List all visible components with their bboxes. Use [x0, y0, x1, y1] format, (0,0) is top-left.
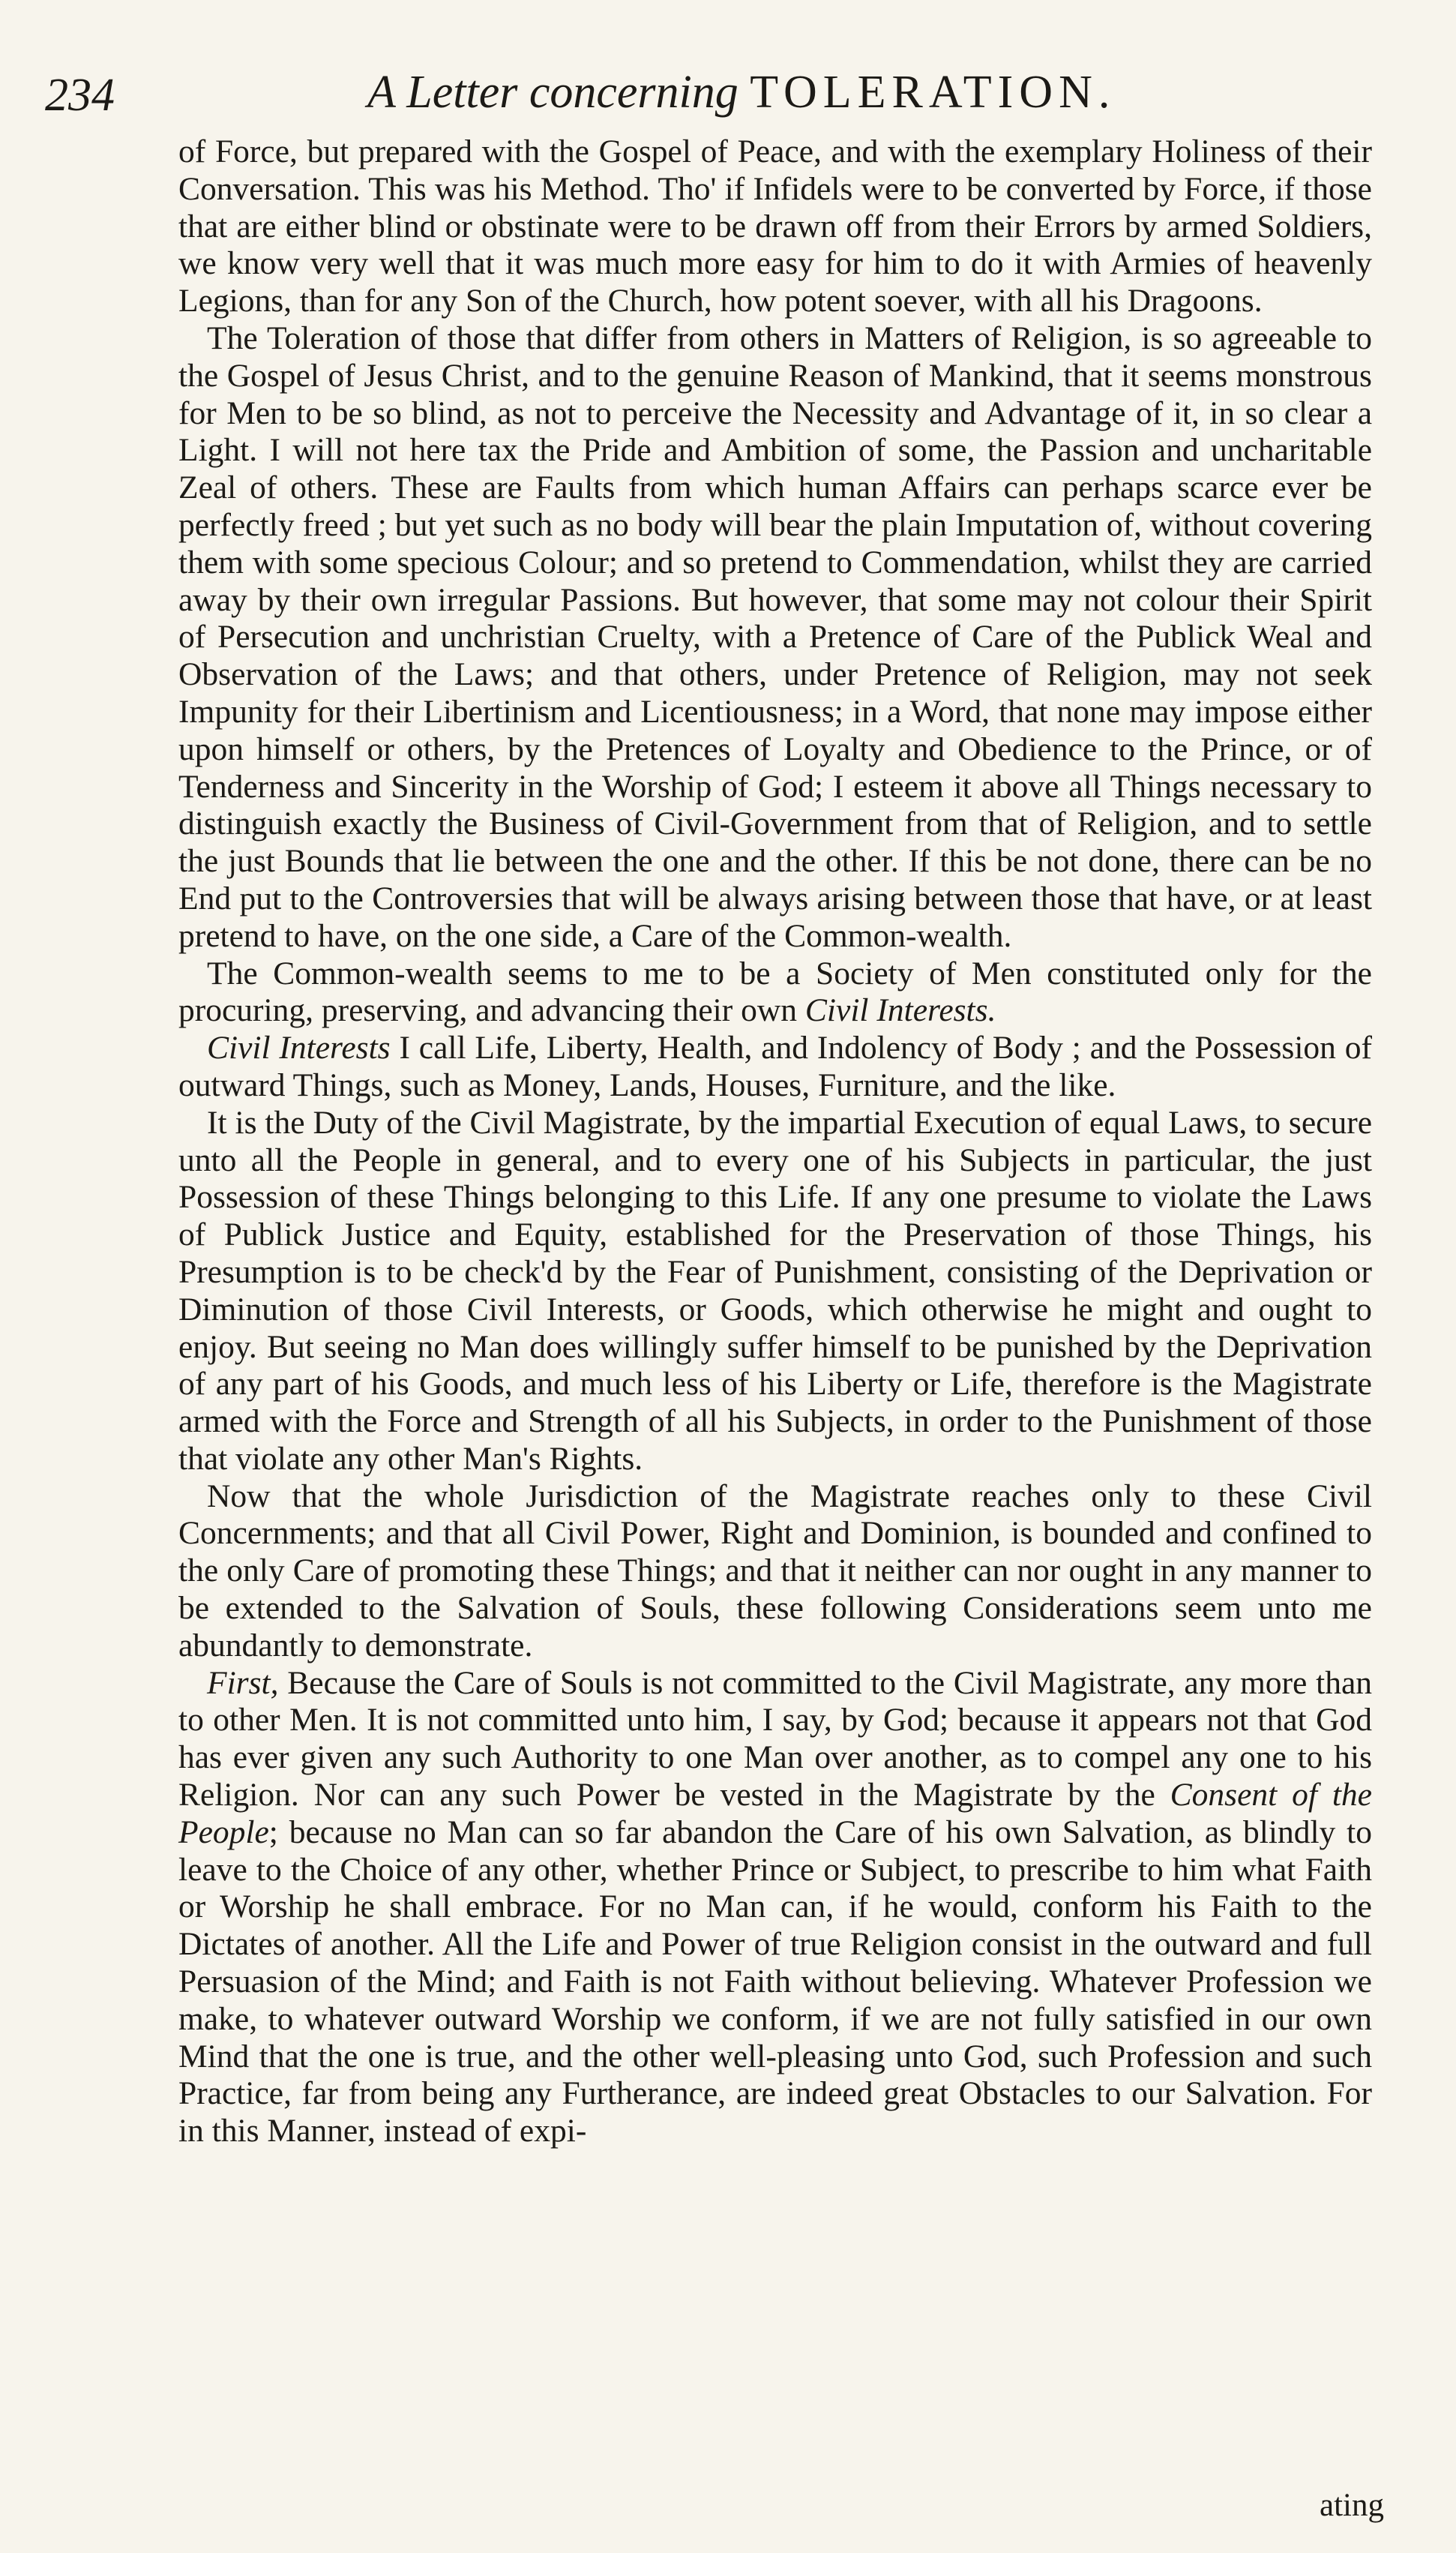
paragraph-continuation: of Force, but prepared with the Gospel of Peace, and with the exemplary Holiness of their Conversation. This was his Method. Tho' if Infidels were to be converted by Force, if those that are either blind or obstinate were to be drawn off from their Errors by armed Soldiers, we know very well that it was much more easy for him to do it with Armies of heavenly Legions, than for any Son of the Church, how potent soever, with all his Dragoons. — [178, 134, 1372, 320]
paragraph-jurisdiction: Now that the whole Jurisdiction of the Magistrate reaches only to these Civil Concernments; and that all Civil Power, Right and Dominion, is bounded and confined to the only Care of promoting these Things; and that it neither can nor ought in any manner to be extended to the Salvation of Souls, these following Considerations seem unto me abundantly to demonstrate. — [178, 1478, 1372, 1664]
paragraph-commonwealth-text: The Common-wealth seems to me to be a Society of Men constituted only for the procuring, preserving, and advancing their own — [178, 955, 1372, 1029]
catchword: ating — [1320, 2488, 1384, 2523]
paragraph-civil-interests-text: I call Life, Liberty, Health, and Indolency of Body ; and the Possession of outward Things, such as Money, Lands, Houses, Furniture, and the like. — [178, 1030, 1372, 1103]
running-title-italic: A Letter concerning — [367, 67, 738, 118]
paragraph-toleration: The Toleration of those that differ from others in Matters of Religion, is so agreeable to the Gospel of Jesus Christ, and to the genuine Reason of Mankind, that it seems monstrous for Men to be so blind, as not to perceive the Necessity and Advantage of it, in so clear a Light. I will not here tax the Pride and Ambition of some, the Passion and uncharitable Zeal of others. These are Faults from which human Affairs can perhaps scarce ever be perfectly freed ; but yet such as no body will bear the plain Imputation of, without covering them with some specious Colour; and so pretend to Commendation, whilst they are carried away by their own irregular Passions. But however, that some may not colour their Spirit of Persecution and unchristian Cruelty, with a Pretence of Care of the Publick Weal and Observation of the Laws; and that others, under Pretence of Religion, may not seek Impunity for their Libertinism and Licentiousness; in a Word, that none may impose either upon himself or others, by the Pretences of Loyalty and Obedience to the Prince, or of Tenderness and Sincerity in the Worship of God; I esteem it above all Things necessary to distinguish exactly the Business of Civil-Government from that of Religion, and to settle the just Bounds that lie between the one and the other. If this be not done, there can be no End put to the Controversies that will be always arising between those that have, or at least pretend to have, on the one side, a Care of the Common-wealth. — [178, 320, 1372, 954]
first-label: First, — [207, 1664, 279, 1701]
running-title — [367, 66, 1116, 119]
civil-interests-term: Civil Interests. — [804, 992, 996, 1029]
paragraph-magistrate-duty: It is the Duty of the Civil Magistrate, by the impartial Execution of equal Laws, to secure unto all the People in general, and to every one of his Subjects in particular, the just Possession of these Things belonging to this Life. If any one presume to violate the Laws of Publick Justice and Equity, established for the Preservation of those Things, his Presumption is to be check'd by the Fear of Punishment, consisting of the Deprivation or Diminution of those Civil Interests, or Goods, which otherwise he might and ought to enjoy. But seeing no Man does willingly suffer himself to be punished by the Deprivation of any part of his Goods, and much less of his Liberty or Life, therefore is the Magistrate armed with the Force and Strength of all his Subjects, in order to the Punishment of those that violate any other Man's Rights. — [178, 1104, 1372, 1477]
page-header — [45, 58, 1140, 126]
paragraph-commonwealth — [178, 956, 1372, 1030]
civil-interests-term: Civil Interests — [207, 1030, 391, 1066]
paragraph-civil-interests — [178, 1030, 1372, 1105]
paragraph-first — [178, 1665, 1372, 2150]
consent-of-the-people: Consent of the People — [178, 1777, 1372, 1850]
paragraph-first-text-b: ; because no Man can so far abandon the Care of his own Salvation, as blindly to leave to the Choice of any other, whether Prince or Subject, to prescribe to him what Faith or Worship he shall embrace. For no Man can, if he would, conform his Faith to the Dictates of another. All the Life and Power of true Religion consist in the outward and full Persuasion of the Mind; and Faith is not Faith without believing. Whatever Profession we make, to whatever outward Worship we conform, if we are not fully satisfied in our own Mind that the one is true, and the other well-pleasing unto God, such Profession and such Practice, far from being any Furtherance, are indeed great Obstacles to our Salvation. For in this Manner, instead of expi- — [178, 1814, 1372, 2150]
page-number: 234 — [45, 70, 115, 121]
running-title-caps: TOLERATION. — [750, 67, 1116, 118]
body-text — [178, 134, 1372, 2150]
paragraph-first-text-a: Because the Care of Souls is not committed to the Civil Magistrate, any more than to other Men. It is not committed unto him, I say, by God; because it appears not that God has ever given any such Authority to one Man over another, as to compel any one to his Religion. Nor can any such Power be vested in the Magistrate by the — [178, 1664, 1373, 1814]
